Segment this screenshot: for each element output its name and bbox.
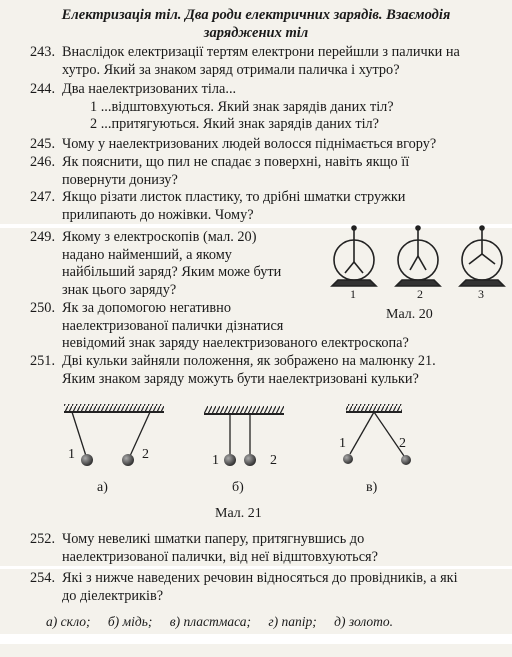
- fig21-b-ball-1: 1: [212, 453, 219, 468]
- answer-options: [46, 614, 407, 630]
- fig20-label-1: 1: [350, 287, 356, 301]
- fig21-part-b: б): [232, 480, 244, 495]
- option-e: д) золото.: [334, 614, 394, 629]
- figure-20-caption: Мал. 20: [386, 307, 433, 322]
- option-d: г) папір;: [268, 614, 317, 629]
- pendulum-pair-a: [64, 404, 164, 466]
- electroscope-3: [460, 226, 504, 286]
- electroscope-2: [396, 226, 440, 286]
- electroscope-1: [332, 226, 376, 286]
- question-250: 250. Як за допомогою негативно наелектризованої палички дізнатися невідомий знак заряду наелектризованого електроскопа?: [30, 300, 409, 351]
- fig21-c-ball-2: 2: [399, 436, 406, 451]
- question-247: 247. Якщо різати листок пластику, то дрібні шматки стружки прилипають до ножівки. Чому?: [30, 189, 406, 223]
- fig21-a-ball-2: 2: [142, 447, 149, 462]
- question-244: 244. Два наелектризованих тіла... 1 ...відштовхуються. Який знак зарядів даних тіл? 2 ...притягуються. Який знак зарядів даних тіл?: [30, 81, 394, 132]
- section-title: [20, 6, 492, 42]
- option-c: в) пластмаса;: [169, 614, 252, 629]
- scan-gap: [0, 634, 512, 644]
- figure-21-caption: Мал. 21: [215, 506, 262, 521]
- question-249: 249. Якому з електроскопів (мал. 20) надано найменший, а якому найбільший заряд? Яким може бути знак цього заряду?: [30, 229, 282, 298]
- title-line-2: заряджених тіл: [203, 25, 309, 41]
- option-b: б) мідь;: [107, 614, 153, 629]
- question-251: 251. Дві кульки зайняли положення, як зображено на малюнку 21. Яким знаком заряду можуть бути наелектризовані кульки?: [30, 353, 436, 387]
- fig21-a-ball-1: 1: [68, 447, 75, 462]
- fig21-part-a: а): [97, 480, 108, 495]
- question-243: 243. Внаслідок електризації тертям електрони перейшли з палички на хутро. Який за знаком заряд отримали паличка і хутро?: [30, 44, 460, 78]
- scan-gap: [0, 566, 512, 569]
- fig21-c-ball-1: 1: [339, 436, 346, 451]
- question-246: 246. Як пояснити, що пил не спадає з поверхні, навіть якщо її повернути донизу?: [30, 154, 410, 188]
- fig20-label-3: 3: [478, 287, 484, 301]
- fig20-label-2: 2: [417, 287, 423, 301]
- question-252: 252. Чому невеликі шматки паперу, притягнувшись до наелектризованої палички, від неї відштовхуються?: [30, 531, 378, 565]
- title-line-1: Електризація тіл. Два роди електричних зарядів. Взаємодія: [61, 7, 451, 23]
- pendulum-pair-c: [343, 404, 411, 465]
- question-254: 254. Які з нижче наведених речовин відносяться до провідників, а які до діелектриків?: [30, 570, 458, 604]
- option-a: а) скло;: [46, 614, 91, 629]
- fig21-b-ball-2: 2: [270, 453, 277, 468]
- question-245: 245. Чому у наелектризованих людей волосся піднімається вгору?: [30, 136, 437, 152]
- fig21-part-c: в): [366, 480, 378, 495]
